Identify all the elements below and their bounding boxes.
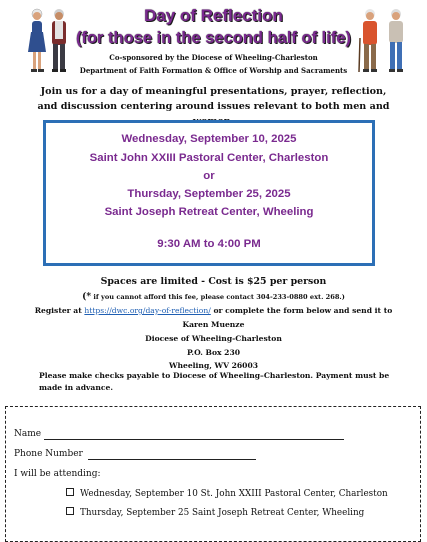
page-title: Day of Reflection [144,6,283,25]
register-suffix: or complete the form below and send it to [210,306,393,315]
page-subtitle: (for those in the second half of life) [75,29,351,47]
cost-text: Spaces are limited - Cost is $25 per person [100,276,327,287]
option2-date: Thursday, September 25, 2025 [127,188,291,200]
checkbox-option-2[interactable] [66,507,74,515]
event-details-box [43,120,375,266]
attend-option-1-label: Wednesday, September 10 St. John XXIII Pastoral Center, Charleston [80,489,388,499]
asterisk: (* [82,292,92,302]
address-org: Diocese of Wheeling-Charleston [145,334,282,343]
name-label: Name [14,429,42,439]
event-time: 9:30 AM to 4:00 PM [157,238,261,250]
cosponsor-text: Co-sponsored by the Diocese of Wheeling-Charleston [109,53,318,62]
attend-option-1[interactable] [66,488,388,499]
register-prefix: Register at [34,306,85,315]
name-field[interactable] [44,439,344,440]
intro-paragraph: Join us for a day of meaningful presentations, prayer, reflection, and discussion centering around issues relevant to both men and [37,86,390,112]
option2-place: Saint Joseph Retreat Center, Wheeling [104,206,314,218]
attending-label: I will be attending: [14,469,101,479]
fee-assistance-text: if you cannot afford this fee, please contact 304-233-0880 ext. 268.) [91,293,345,301]
checkbox-option-1[interactable] [66,488,74,496]
attend-option-2-label: Thursday, September 25 Saint Joseph Retreat Center, Wheeling [80,508,365,518]
address-po-box: P.O. Box 230 [186,348,241,357]
fee-assistance-note [0,292,427,302]
registration-form [5,406,421,542]
register-line [0,306,427,315]
phone-label: Phone Number [14,449,83,459]
or-separator: or [203,170,215,182]
phone-field[interactable] [88,459,256,460]
address-city: Wheeling, WV 26003 [168,361,259,370]
registration-link[interactable]: https://dwc.org/day-of-reflection/ [84,306,211,315]
option1-date: Wednesday, September 10, 2025 [121,133,297,145]
option1-place: Saint John XXIII Pastoral Center, Charleston [89,152,329,164]
payment-note: Please make checks payable to Diocese of Wheeling–Charleston. Payment must be made in advance. [39,371,390,392]
departments-text: Department of Faith Formation & Office of Worship and Sacraments [79,66,348,75]
attend-option-2[interactable] [66,507,364,518]
address-name: Karen Muenze [182,320,245,329]
